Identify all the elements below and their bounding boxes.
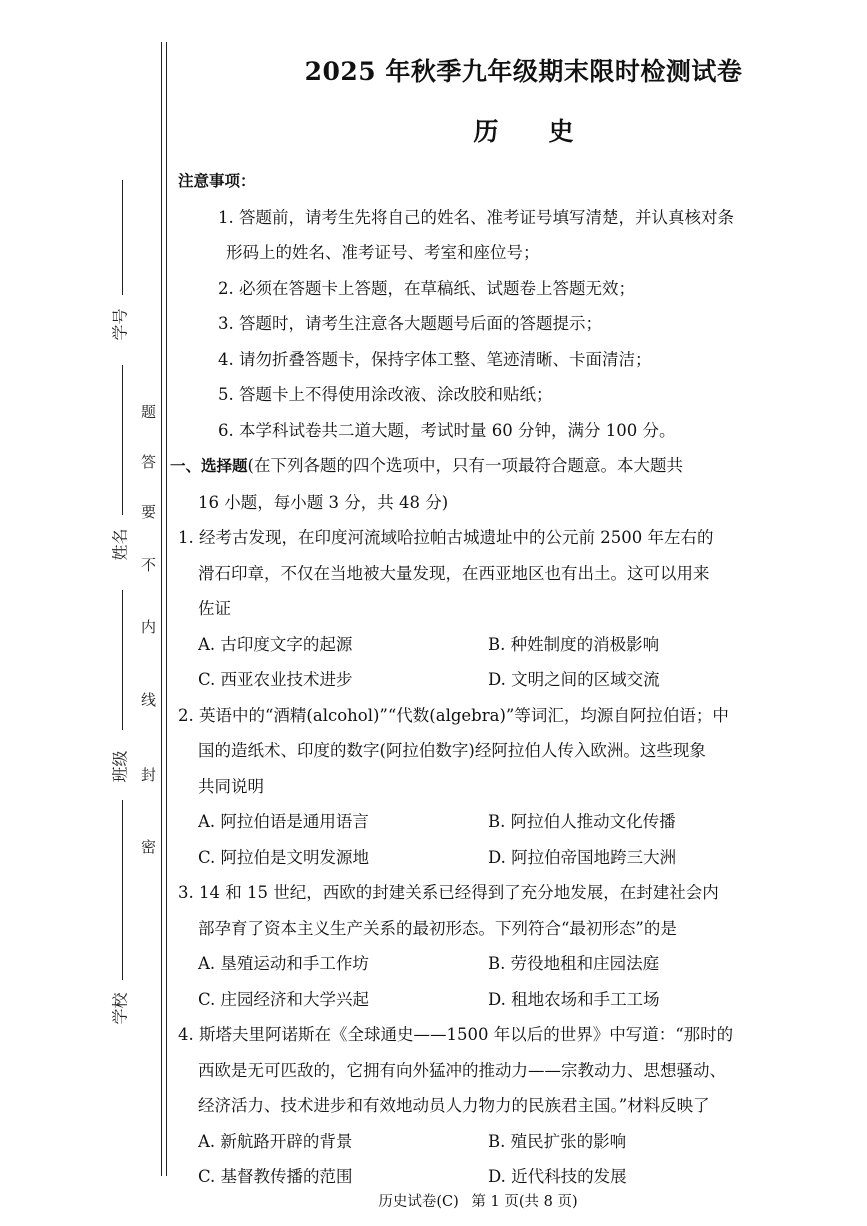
question-stem-cont: 经济活力、技术进步和有效地动员人力物力的民族君主国。”材料反映了 xyxy=(198,1096,710,1115)
option-row xyxy=(178,804,778,840)
option-row xyxy=(178,1124,778,1160)
option-c: C. 庄园经济和大学兴起 xyxy=(198,989,370,1009)
binding-line-outer xyxy=(161,42,162,1176)
option-row xyxy=(178,627,778,663)
section-desc-cont: 16 小题，每小题 3 分，共 48 分) xyxy=(198,492,449,512)
subject-title: 历史 xyxy=(473,117,624,146)
seal-char: 线 xyxy=(141,691,157,709)
option-b: B. 阿拉伯人推动文化传播 xyxy=(488,812,676,831)
student-id-label: 学号 xyxy=(110,308,130,341)
seal-char: 内 xyxy=(141,618,157,636)
class-label: 班级 xyxy=(110,750,130,783)
option-b: B. 殖民扩张的影响 xyxy=(488,1131,627,1151)
question-stem-cont: 滑石印章，不仅在当地被大量发现，在西亚地区也有出土。这可以用来 xyxy=(198,563,710,583)
student-id-blank[interactable] xyxy=(122,180,123,295)
question-stem-cont: 佐证 xyxy=(198,599,231,618)
question-stem-cont: 西欧是无可匹敌的，它拥有向外猛冲的推动力——宗教动力、思想骚动、 xyxy=(198,1060,726,1080)
option-a: A. 垦殖运动和手工作坊 xyxy=(198,954,369,973)
notice-item: 6. 本学科试卷共二道大题，考试时量 60 分钟，满分 100 分。 xyxy=(218,420,676,440)
option-c: C. 阿拉伯是文明发源地 xyxy=(198,847,370,867)
question-stem-cont: 国的造纸术、印度的数字(阿拉伯数字)经阿拉伯人传入欧洲。这些现象 xyxy=(198,741,706,760)
option-d: D. 租地农场和手工工场 xyxy=(488,989,660,1009)
seal-char: 不 xyxy=(141,556,157,574)
option-c: C. 西亚农业技术进步 xyxy=(198,670,353,689)
option-d: D. 近代科技的发展 xyxy=(488,1167,627,1186)
notice-item: 3. 答题时，请考生注意各大题题号后面的答题提示； xyxy=(218,314,602,333)
notice-heading: 注意事项： xyxy=(178,172,256,190)
seal-char: 封 xyxy=(141,766,157,784)
question-stem: 4. 斯塔夫里阿诺斯在《全球通史——1500 年以后的世界》中写道：“那时的 xyxy=(178,1025,734,1044)
name-blank[interactable] xyxy=(122,365,123,515)
question-stem-cont: 部孕育了资本主义生产关系的最初形态。下列符合“最初形态”的是 xyxy=(198,918,677,938)
school-label: 学校 xyxy=(110,992,130,1025)
class-blank[interactable] xyxy=(122,590,123,730)
section-heading xyxy=(170,448,778,485)
option-a: A. 古印度文字的起源 xyxy=(198,634,353,654)
notice-item: 形码上的姓名、准考证号、考室和座位号； xyxy=(226,243,540,262)
exam-title: 2025 年秋季九年级期末限时检测试卷 xyxy=(304,57,743,86)
section-title: 一、选择题 xyxy=(170,457,248,475)
question-stem-cont: 共同说明 xyxy=(198,776,264,796)
seal-char: 要 xyxy=(141,503,157,521)
school-blank[interactable] xyxy=(122,800,123,980)
option-row xyxy=(178,946,778,982)
option-b: B. 劳役地租和庄园法庭 xyxy=(488,954,660,973)
notice-item: 1. 答题前，请考生先将自己的姓名、准考证号填写清楚，并认真核对条 xyxy=(218,207,734,227)
binding-line-inner xyxy=(166,42,167,1176)
exam-content xyxy=(170,164,778,1195)
seal-char: 题 xyxy=(141,403,157,421)
notice-item: 2. 必须在答题卡上答题，在草稿纸、试题卷上答题无效； xyxy=(218,278,635,298)
question-stem: 2. 英语中的“酒精(alcohol)”“代数(algebra)”等词汇，均源自阿拉伯语；中 xyxy=(178,705,729,725)
footer-page-number: 第 1 页(共 8 页) xyxy=(471,1194,578,1210)
option-row xyxy=(178,662,778,698)
question-stem: 3. 14 和 15 世纪，西欧的封建关系已经得到了充分地发展，在封建社会内 xyxy=(178,883,719,902)
section-desc: (在下列各题的四个选项中，只有一项最符合题意。本大题共 xyxy=(247,456,683,475)
footer-paper-name: 历史试卷(C) xyxy=(378,1194,459,1210)
question-stem: 1. 经考古发现，在印度河流域哈拉帕古城遗址中的公元前 2500 年左右的 xyxy=(178,528,714,547)
option-row xyxy=(178,982,778,1018)
option-a: A. 新航路开辟的背景 xyxy=(198,1131,353,1151)
option-b: B. 种姓制度的消极影响 xyxy=(488,634,660,654)
option-row xyxy=(178,840,778,876)
seal-char: 密 xyxy=(141,838,157,856)
option-d: D. 文明之间的区域交流 xyxy=(488,670,660,689)
page-footer xyxy=(178,1190,778,1211)
option-a: A. 阿拉伯语是通用语言 xyxy=(198,812,369,831)
notice-item: 5. 答题卡上不得使用涂改液、涂改胶和贴纸； xyxy=(218,385,553,404)
option-d: D. 阿拉伯帝国地跨三大洲 xyxy=(488,847,677,867)
name-label: 姓名 xyxy=(110,528,130,561)
seal-char: 答 xyxy=(141,453,157,471)
option-c: C. 基督教传播的范围 xyxy=(198,1167,353,1186)
notice-item: 4. 请勿折叠答题卡，保持字体工整、笔迹清晰、卡面清洁； xyxy=(218,349,652,369)
